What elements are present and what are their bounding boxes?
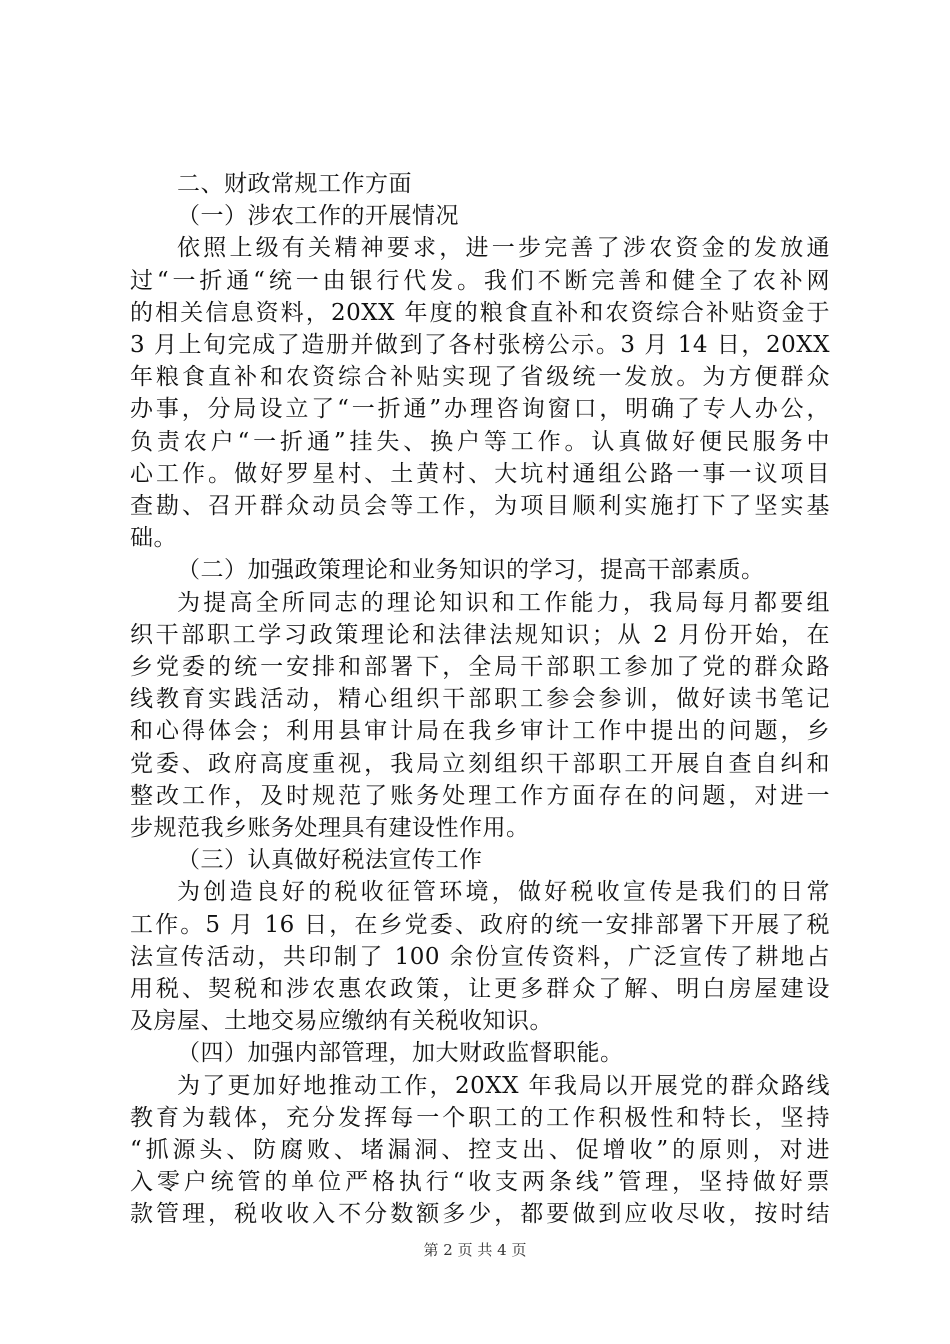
text-line: 心工作。做好罗星村、土黄村、大坑村通组公路一事一议项目 bbox=[130, 460, 830, 487]
text-line: 过“一折通“统一由银行代发。我们不断完善和健全了农补网 bbox=[130, 267, 830, 294]
text-line: 法宣传活动，共印制了 100 余份宣传资料，广泛宣传了耕地占 bbox=[130, 943, 830, 970]
text-line: 款管理，税收收入不分数额多少，都要做到应收尽收，按时结 bbox=[130, 1201, 830, 1228]
text-line: 年粮食直补和农资综合补贴实现了省级统一发放。为方便群众 bbox=[130, 364, 830, 391]
text-line: 及房屋、土地交易应缴纳有关税收知识。 bbox=[130, 1008, 553, 1035]
text-line: 3 月上旬完成了造册并做到了各村张榜公示。3 月 14 日，20XX bbox=[130, 332, 830, 358]
text-line: 线教育实践活动，精心组织干部职工参会参训，做好读书笔记 bbox=[130, 686, 830, 713]
text-line: 为创造良好的税收征管环境，做好税收宣传是我们的日常 bbox=[177, 879, 830, 906]
text-line: 党委、政府高度重视，我局立刻组织干部职工开展自查自纠和 bbox=[130, 750, 830, 777]
text-line: 工作。5 月 16 日，在乡党委、政府的统一安排部署下开展了税 bbox=[130, 911, 830, 938]
text-line: 础。 bbox=[130, 525, 177, 552]
text-line: 二、财政常规工作方面 bbox=[177, 171, 412, 197]
text-line: 依照上级有关精神要求，进一步完善了涉农资金的发放通 bbox=[177, 235, 830, 262]
text-line: 教育为载体，充分发挥每一个职工的工作积极性和特长，坚持 bbox=[130, 1104, 830, 1131]
text-line: （一）涉农工作的开展情况 bbox=[177, 203, 459, 230]
text-line: 入零户统管的单位严格执行“收支两条线”管理，坚持做好票 bbox=[130, 1169, 830, 1196]
text-line: 的相关信息资料，20XX 年度的粮食直补和农资综合补贴资金于 bbox=[130, 299, 830, 326]
page-footer: 第 2 页 共 4 页 bbox=[423, 1241, 527, 1259]
text-line: 负责农户“一折通”挂失、换户等工作。认真做好便民服务中 bbox=[130, 428, 830, 455]
text-line: 查勘、召开群众动员会等工作，为项目顺利实施打下了坚实基 bbox=[130, 493, 830, 519]
text-line: （四）加强内部管理，加大财政监督职能。 bbox=[177, 1040, 624, 1067]
text-line: （二）加强政策理论和业务知识的学习，提高干部素质。 bbox=[177, 557, 765, 584]
text-line: 乡党委的统一安排和部署下，全局干部职工参加了党的群众路 bbox=[130, 654, 830, 680]
text-line: 为提高全所同志的理论知识和工作能力，我局每月都要组 bbox=[177, 589, 830, 616]
text-line: “抓源头、防腐败、堵漏洞、控支出、促增收”的原则，对进 bbox=[130, 1137, 830, 1163]
text-line: 办事，分局设立了“一折通”办理咨询窗口，明确了专人办公， bbox=[130, 396, 830, 423]
text-line: 整改工作，及时规范了账务处理工作方面存在的问题，对进一 bbox=[130, 782, 830, 809]
text-line: 为了更加好地推动工作，20XX 年我局以开展党的群众路线 bbox=[177, 1072, 830, 1099]
text-line: 和心得体会；利用县审计局在我乡审计工作中提出的问题，乡 bbox=[130, 718, 830, 745]
text-line: 步规范我乡账务处理具有建设性作用。 bbox=[130, 815, 530, 841]
text-line: 用税、契税和涉农惠农政策，让更多群众了解、明白房屋建设 bbox=[130, 976, 830, 1002]
text-line: （三）认真做好税法宣传工作 bbox=[177, 847, 483, 874]
text-line: 织干部职工学习政策理论和法律法规知识；从 2 月份开始，在 bbox=[130, 621, 830, 648]
